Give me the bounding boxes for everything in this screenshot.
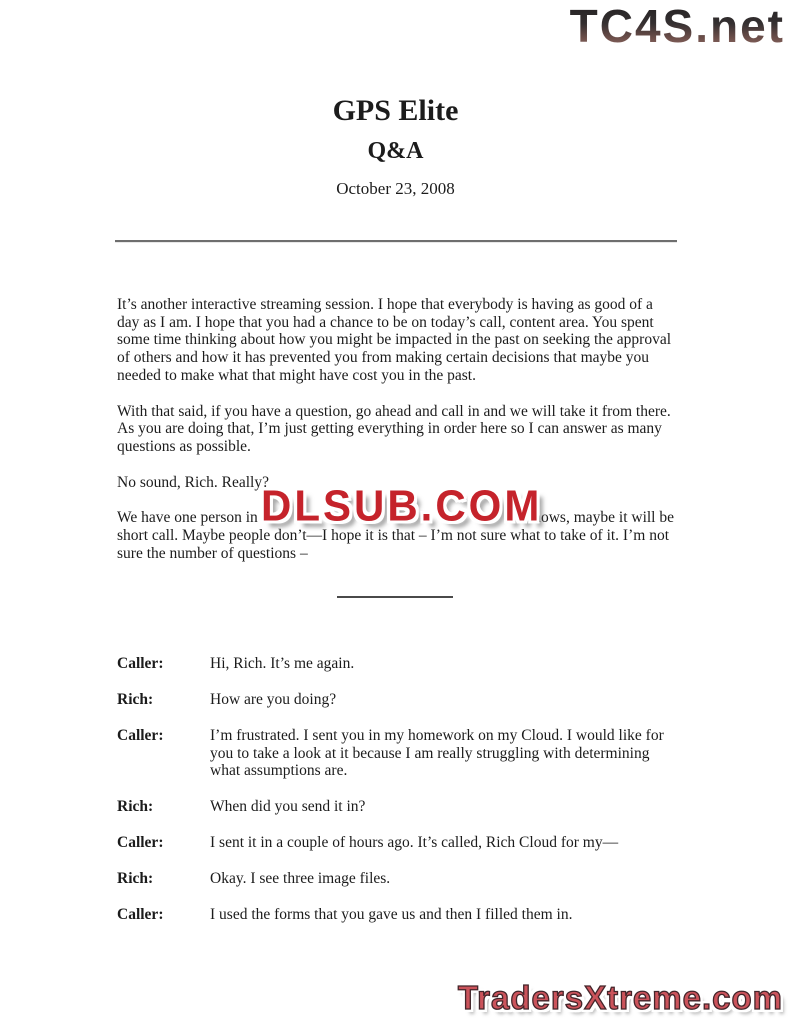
speaker-label: Caller: [117, 655, 164, 672]
speaker-text: How are you doing? [210, 691, 337, 708]
dialogue-row [117, 870, 674, 888]
body-text [117, 296, 674, 580]
speaker-label: Caller: [117, 727, 164, 744]
dialogue-row [117, 834, 674, 852]
dialogue-row [117, 906, 674, 924]
horizontal-rule-top [115, 240, 677, 243]
speaker-text: When did you send it in? [210, 798, 366, 816]
paragraph-line-start: We have one person in [117, 509, 258, 527]
paragraph-line: day as I am. I hope that you had a chance to be on today’s call, content area. You spent [117, 313, 654, 331]
paragraph-line: of others and how it has prevented you from making certain decisions that maybe you [117, 349, 650, 367]
paragraph-line: sure the number of questions – [117, 544, 308, 562]
paragraph-line-end: nows, maybe it will be [533, 509, 674, 527]
paragraph-line: questions as possible. [117, 437, 251, 455]
dialogue-row [117, 691, 674, 709]
paragraph-intro [117, 296, 674, 385]
paragraph-call-in [117, 403, 674, 456]
document-date: October 23, 2008 [336, 179, 455, 198]
speaker-text: I sent it in a couple of hours ago. It’s called, Rich Cloud for my— [210, 834, 619, 852]
paragraph-line: some time thinking about how you might be impacted in the past on seeking the approval [117, 331, 672, 349]
speaker-text: I used the forms that you gave us and then I filled them in. [210, 906, 573, 924]
tc4s-logo: TC4S.net [569, 0, 785, 52]
dialogue-row [117, 798, 674, 816]
speaker-text: Hi, Rich. It’s me again. [210, 655, 355, 672]
dialogue-row [117, 727, 674, 780]
title-block [0, 94, 791, 199]
paragraph-line: It’s another interactive streaming session. I hope that everybody is having as good of a [117, 296, 653, 313]
speaker-label: Caller: [117, 906, 164, 924]
dialogue-transcript [117, 655, 674, 942]
speaker-label: Rich: [117, 798, 154, 816]
speaker-label: Caller: [117, 834, 164, 852]
speaker-text: I’m frustrated. I sent you in my homework on my Cloud. I would like for you to take a look at it because I am really struggling with determining what assumptions are. [210, 727, 664, 780]
speaker-text: Okay. I see three image files. [210, 870, 391, 888]
paragraph-line: As you are doing that, I’m just getting everything in order here so I can answer as many [117, 420, 662, 438]
dialogue-row [117, 655, 674, 673]
tradersxtreme-logo: TradersXtreme.com [457, 979, 783, 1016]
page-subtitle: Q&A [367, 138, 424, 164]
paragraph-line: With that said, if you have a question, go ahead and call in and we will take it from there. [117, 402, 671, 420]
dlsub-watermark: DLSUB.COM [261, 481, 543, 530]
page-title: GPS Elite [332, 94, 459, 127]
paragraph-line: needed to make what that might have cost you in the past. [117, 366, 476, 384]
horizontal-rule-divider [337, 596, 453, 598]
speaker-label: Rich: [117, 691, 154, 708]
speaker-label: Rich: [117, 870, 154, 888]
paragraph-line: short call. Maybe people don’t—I hope it is that – I’m not sure what to take of it. I’m not [117, 527, 669, 545]
paragraph-line: No sound, Rich. Really? [117, 473, 269, 491]
